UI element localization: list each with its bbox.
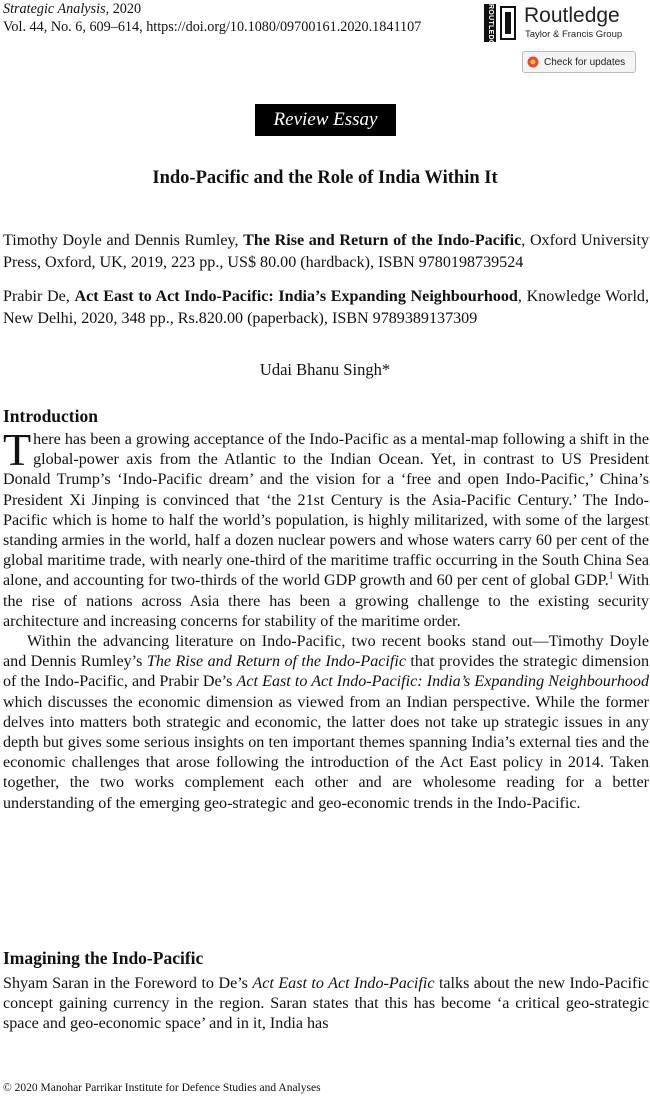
footnote-marker[interactable]: 1 bbox=[608, 571, 614, 583]
paragraph-text: which discusses the economic dimension as viewed from an Indian perspective. While the former delves into matters both strategic and economic, the latter does not take up strategic issues in any depth but gives some serious insights on ten important themes spanning India’s external ties and the economic challenges that arose following the introduction of the Act East policy in 2014. Taken together, the two works complement each other and are wholesome reading for a better understanding of the emerging geo-strategic and geo-economic trends in the Indo-Pacific. bbox=[3, 693, 649, 812]
check-for-updates-label: Check for updates bbox=[544, 56, 626, 68]
reference-authors: Timothy Doyle and Dennis Rumley, bbox=[3, 232, 244, 249]
copyright-footer: © 2020 Manohar Parrikar Institute for Defence Studies and Analyses bbox=[3, 1082, 321, 1094]
journal-year: , 2020 bbox=[105, 1, 142, 17]
crossmark-icon bbox=[527, 56, 539, 68]
journal-citation[interactable]: Vol. 44, No. 6, 609–614, https://doi.org/10.1080/09700161.2020.1841107 bbox=[3, 19, 422, 35]
publisher-block bbox=[484, 4, 644, 76]
journal-header bbox=[3, 0, 421, 36]
book-title-italic: Act East to Act Indo-Pacific bbox=[252, 975, 435, 992]
book-title-italic: The Rise and Return of the Indo-Pacific bbox=[146, 653, 406, 671]
book-reference-1 bbox=[3, 230, 649, 274]
routledge-logo: ROUTLEDGE bbox=[484, 4, 496, 42]
book-title-italic: Act East to Act Indo-Pacific: India’s Expanding Neighbourhood bbox=[236, 673, 650, 691]
reference-details: , Knowledge World, New Delhi, 2020, 348 pp., Rs.820.00 (paperback), ISBN 9789389137309 bbox=[3, 288, 649, 327]
paragraph bbox=[3, 424, 649, 632]
reference-book-title: Act East to Act Indo-Pacific: India’s Expanding Neighbourhood bbox=[74, 288, 518, 305]
reference-authors: Prabir De, bbox=[3, 288, 75, 305]
article-title: Indo-Pacific and the Role of India Within It bbox=[152, 168, 498, 188]
paragraph-text: Within the advancing literature on Indo-Pacific, two recent books stand out—Timothy Doyle and Dennis Rumley’s bbox=[3, 633, 649, 671]
introduction-body bbox=[3, 424, 650, 814]
section-heading-introduction: Introduction bbox=[3, 406, 98, 426]
routledge-mark-icon bbox=[500, 6, 518, 40]
publisher-group: Taylor & Francis Group bbox=[525, 29, 623, 40]
publisher-name: Routledge bbox=[524, 4, 620, 27]
paragraph bbox=[3, 632, 649, 814]
reference-book-title: The Rise and Return of the Indo-Pacific bbox=[243, 232, 522, 249]
paragraph-text: that provides the strategic dimension of the Indo-Pacific, and Prabir De’s bbox=[3, 653, 649, 691]
paragraph-text: With the rise of nations across Asia there has been a growing challenge to the existing security architecture and increasing concerns for stability of the maritime order. bbox=[3, 572, 649, 630]
reference-details: , Oxford University Press, Oxford, UK, 2019, 223 pp., US$ 80.00 (hardback), ISBN 9780198739524 bbox=[3, 232, 649, 271]
paragraph-text: talks about the new Indo-Pacific concept gaining currency in the region. Saran states that this has become ‘a critical geo-strategic space and geo-economic space’ and in it, India has bbox=[3, 975, 649, 1033]
imagining-body bbox=[3, 974, 649, 1035]
drop-cap: T bbox=[3, 424, 32, 475]
book-reference-2 bbox=[3, 286, 649, 330]
article-type-banner: Review Essay bbox=[255, 104, 396, 136]
section-heading-imagining: Imagining the Indo-Pacific bbox=[3, 948, 204, 968]
paragraph-text: Shyam Saran in the Foreword to De’s bbox=[3, 975, 253, 992]
check-for-updates-button[interactable] bbox=[522, 51, 636, 73]
journal-name: Strategic Analysis bbox=[3, 1, 106, 17]
paragraph-text: here has been a growing acceptance of the Indo-Pacific as a mental-map following a shift in the global-power axis from the Atlantic to the Indian Ocean. Yet, in contrast to US President Donald Trump’s ‘Indo-Pacific dream’ and the vision for a ‘free and open Indo-Pacific,’ China’s President Xi Jinping is convinced that ‘the 21st Century is the Asia-Pacific Century.’ The Indo-Pacific which is home to half the world’s population, is highly militarized, with some of the largest standing armies in the world, half a dozen nuclear powers and whose waters carry 60 per cent of the global maritime trade, with nearly one-third of the maritime traffic occurring in the South China Sea alone, and accounting for two-thirds of the world GDP growth and 60 per cent of global GDP. bbox=[3, 431, 649, 590]
reviewer-name: Udai Bhanu Singh* bbox=[259, 360, 391, 379]
paragraph bbox=[3, 974, 649, 1035]
